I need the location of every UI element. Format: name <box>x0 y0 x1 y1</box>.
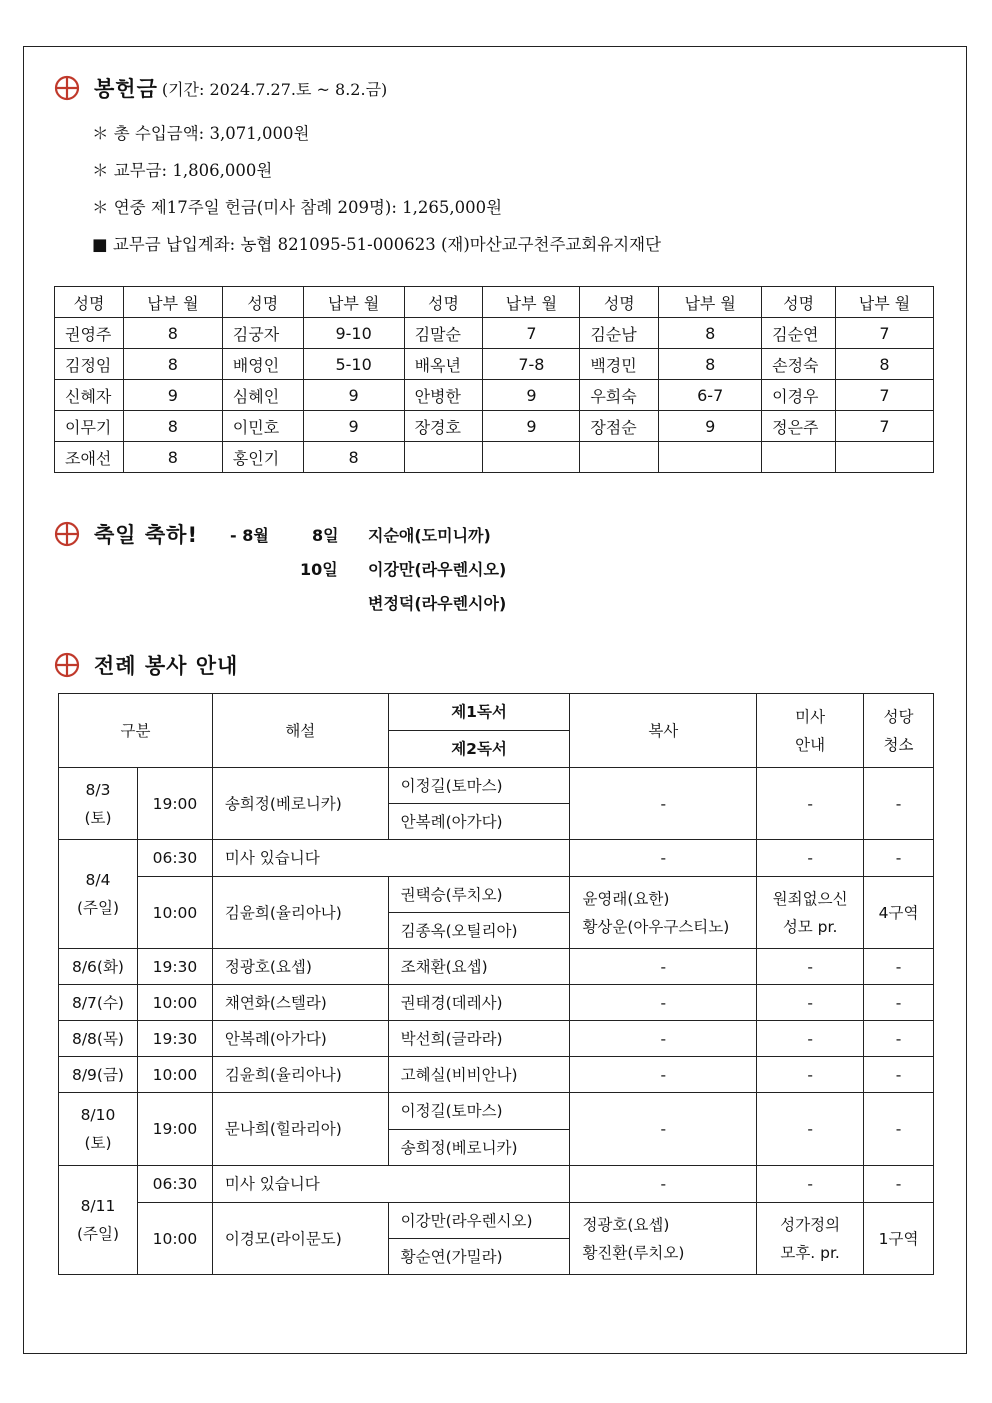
reading2-cell: 김종옥(오틸리아) <box>388 913 570 949</box>
header-cell: 납부 월 <box>483 287 580 318</box>
summary-line: ■ 교무금 납입계좌: 농협 821095-51-000623 (재)마산교구천주교회유지재단 <box>92 235 662 254</box>
cleaning-cell: - <box>864 1057 934 1093</box>
name-cell: 정은주 <box>762 411 836 442</box>
header-cell: 성명 <box>404 287 483 318</box>
header-cleaning <box>864 694 934 768</box>
name-cell: 안병한 <box>404 380 483 411</box>
date-cell: 8/9(금) <box>59 1057 138 1093</box>
cleaning-cell: 4구역 <box>864 877 934 949</box>
feast-name: 변정덕(라우렌시아) <box>368 594 507 613</box>
offering-summary <box>92 120 661 268</box>
cleaning-cell: - <box>864 1021 934 1057</box>
day-text: (주일) <box>76 899 119 917</box>
table-row <box>59 1021 934 1057</box>
cleaning-cell: - <box>864 985 934 1021</box>
time-cell: 19:30 <box>137 949 212 985</box>
cross-circle-icon <box>54 75 80 101</box>
month-cell: 9 <box>659 411 762 442</box>
feast-name: 이강만(라우렌시오) <box>368 560 507 579</box>
feast-day: 8일 <box>312 526 339 545</box>
commentator-cell: 김윤희(율리아나) <box>212 1057 388 1093</box>
usher-cell: - <box>757 985 864 1021</box>
header-server: 복사 <box>570 694 757 768</box>
server-cell <box>570 877 757 949</box>
usher-line: 성모 pr. <box>782 917 838 936</box>
server-cell: - <box>570 985 757 1021</box>
cleaning-cell: 1구역 <box>864 1203 934 1275</box>
name-cell: 김순연 <box>762 318 836 349</box>
month-cell: 9 <box>303 411 404 442</box>
reading1-cell: 이정길(토마스) <box>388 1093 570 1130</box>
name-cell: 김정임 <box>55 349 124 380</box>
time-cell: 06:30 <box>137 840 212 877</box>
usher-cell: - <box>757 768 864 840</box>
server-cell: - <box>570 1093 757 1166</box>
month-cell: 9 <box>483 411 580 442</box>
name-cell: 김궁자 <box>222 318 303 349</box>
cross-circle-icon <box>54 521 80 547</box>
commentator-cell: 정광호(요셉) <box>212 949 388 985</box>
cleaning-cell: - <box>864 1166 934 1203</box>
time-cell: 19:00 <box>137 1093 212 1166</box>
header-usher-line: 미사 <box>795 707 826 726</box>
usher-cell: - <box>757 840 864 877</box>
server-cell <box>570 1203 757 1275</box>
name-cell: 손정숙 <box>762 349 836 380</box>
usher-line: 모후. pr. <box>780 1243 840 1262</box>
date-text: 8/11 <box>80 1197 116 1215</box>
name-cell: 김말순 <box>404 318 483 349</box>
reading1-cell: 이정길(토마스) <box>388 768 570 804</box>
month-cell: 8 <box>123 349 222 380</box>
server-cell: - <box>570 1057 757 1093</box>
reading1-cell: 고혜실(비비안나) <box>388 1057 570 1093</box>
date-text: 8/3 <box>85 780 111 799</box>
table-row <box>59 768 934 804</box>
table-header-row <box>55 287 934 318</box>
header-cleaning-line: 성당 <box>883 707 914 726</box>
name-cell: 권영주 <box>55 318 124 349</box>
usher-cell: - <box>757 1021 864 1057</box>
time-cell: 10:00 <box>137 985 212 1021</box>
usher-line: 성가정의 <box>780 1215 841 1234</box>
usher-line: 원죄없으신 <box>772 889 848 908</box>
name-cell: 이무기 <box>55 411 124 442</box>
server-cell: - <box>570 949 757 985</box>
month-cell: 9 <box>483 380 580 411</box>
server-name: 황진환(루치오) <box>582 1243 685 1262</box>
header-cell: 성명 <box>580 287 659 318</box>
server-cell: - <box>570 768 757 840</box>
month-cell: 6-7 <box>659 380 762 411</box>
month-cell <box>659 442 762 473</box>
day-text: (토) <box>84 808 112 827</box>
name-cell: 배영인 <box>222 349 303 380</box>
server-name: 정광호(요셉) <box>582 1215 670 1234</box>
cleaning-cell: - <box>864 840 934 877</box>
header-cell: 납부 월 <box>123 287 222 318</box>
month-cell: 8 <box>303 442 404 473</box>
table-row <box>55 349 934 380</box>
server-cell: - <box>570 1021 757 1057</box>
table-row <box>55 318 934 349</box>
cleaning-cell: - <box>864 768 934 840</box>
table-row <box>55 380 934 411</box>
time-cell: 06:30 <box>137 1166 212 1203</box>
date-cell <box>59 1166 138 1275</box>
usher-cell: - <box>757 1093 864 1166</box>
day-text: (주일) <box>76 1225 119 1243</box>
server-cell: - <box>570 1166 757 1203</box>
reading2-cell: 송희정(베로니카) <box>388 1130 570 1166</box>
cleaning-cell: - <box>864 1093 934 1166</box>
commentator-cell: 안복례(아가다) <box>212 1021 388 1057</box>
date-cell <box>59 1093 138 1166</box>
reading1-cell: 조채환(요셉) <box>388 949 570 985</box>
commentator-cell: 송희정(베로니카) <box>212 768 388 840</box>
date-cell: 8/8(목) <box>59 1021 138 1057</box>
month-cell: 8 <box>123 442 222 473</box>
time-cell: 10:00 <box>137 877 212 949</box>
month-cell: 7 <box>836 318 934 349</box>
summary-line: ＊ 교무금: 1,806,000원 <box>92 161 273 180</box>
name-cell: 우희숙 <box>580 380 659 411</box>
date-text: 8/4 <box>85 871 111 889</box>
name-cell: 이경우 <box>762 380 836 411</box>
header-cell: 납부 월 <box>303 287 404 318</box>
month-cell: 7 <box>483 318 580 349</box>
table-row <box>55 411 934 442</box>
month-cell: 7 <box>836 411 934 442</box>
name-cell <box>762 442 836 473</box>
table-row <box>59 840 934 877</box>
table-row <box>55 442 934 473</box>
service-title: 전례 봉사 안내 <box>94 654 239 678</box>
server-name: 황상운(아우구스티노) <box>582 917 730 936</box>
usher-cell: - <box>757 949 864 985</box>
header-cleaning-line: 청소 <box>883 735 914 754</box>
header-usher <box>757 694 864 768</box>
month-cell: 8 <box>123 318 222 349</box>
table-row <box>59 985 934 1021</box>
name-cell: 신혜자 <box>55 380 124 411</box>
header-reading2: 제2독서 <box>388 731 570 768</box>
header-commentary: 해설 <box>212 694 388 768</box>
offering-title: 봉헌금 <box>94 77 158 101</box>
table-header-row <box>59 694 934 731</box>
reading2-cell: 황순연(가밀라) <box>388 1239 570 1275</box>
summary-line: ＊ 총 수입금액: 3,071,000원 <box>92 124 310 143</box>
name-cell: 장점순 <box>580 411 659 442</box>
header-reading1: 제1독서 <box>388 694 570 731</box>
offering-period: (기간: 2024.7.27.토 ~ 8.2.금) <box>161 79 388 99</box>
table-row <box>59 949 934 985</box>
cleaning-cell: - <box>864 949 934 985</box>
no-mass-cell: 미사 있습니다 <box>212 1166 570 1203</box>
table-row <box>59 1057 934 1093</box>
time-cell: 19:00 <box>137 768 212 840</box>
month-cell: 8 <box>123 411 222 442</box>
reading1-cell: 권태경(데레사) <box>388 985 570 1021</box>
server-cell: - <box>570 840 757 877</box>
date-cell <box>59 840 138 949</box>
offering-heading <box>54 73 387 103</box>
date-cell: 8/7(수) <box>59 985 138 1021</box>
summary-line: ＊ 연중 제17주일 헌금(미사 참례 209명): 1,265,000원 <box>92 198 503 217</box>
feast-heading <box>54 519 198 549</box>
date-text: 8/10 <box>80 1106 116 1124</box>
month-cell <box>836 442 934 473</box>
service-heading <box>54 650 238 680</box>
month-cell: 7 <box>836 380 934 411</box>
service-table <box>58 693 934 1275</box>
reading2-cell: 안복례(아가다) <box>388 804 570 840</box>
month-cell: 9 <box>303 380 404 411</box>
name-cell: 조애선 <box>55 442 124 473</box>
month-cell: 5-10 <box>303 349 404 380</box>
commentator-cell: 채연화(스텔라) <box>212 985 388 1021</box>
name-cell: 백경민 <box>580 349 659 380</box>
no-mass-cell: 미사 있습니다 <box>212 840 570 877</box>
header-cell: 납부 월 <box>836 287 934 318</box>
commentator-cell: 문나희(힐라리아) <box>212 1093 388 1166</box>
commentator-cell: 이경모(라이문도) <box>212 1203 388 1275</box>
offering-table <box>54 286 934 473</box>
commentator-cell: 김윤희(율리아나) <box>212 877 388 949</box>
table-row <box>59 1166 934 1203</box>
name-cell: 이민호 <box>222 411 303 442</box>
header-cell: 성명 <box>222 287 303 318</box>
table-row <box>59 1093 934 1130</box>
month-cell: 9 <box>123 380 222 411</box>
reading1-cell: 권택승(루치오) <box>388 877 570 913</box>
day-text: (토) <box>84 1134 112 1152</box>
time-cell: 19:30 <box>137 1021 212 1057</box>
name-cell: 장경호 <box>404 411 483 442</box>
name-cell: 배옥년 <box>404 349 483 380</box>
name-cell: 심혜인 <box>222 380 303 411</box>
header-cell: 성명 <box>55 287 124 318</box>
feast-day: 10일 <box>300 560 338 579</box>
usher-cell: - <box>757 1057 864 1093</box>
time-cell: 10:00 <box>137 1057 212 1093</box>
month-cell: 8 <box>836 349 934 380</box>
header-cell: 납부 월 <box>659 287 762 318</box>
header-division: 구분 <box>59 694 213 768</box>
month-cell: 9-10 <box>303 318 404 349</box>
table-row <box>59 877 934 913</box>
feast-name: 지순애(도미니까) <box>368 526 491 545</box>
feast-month: - 8월 <box>230 526 269 545</box>
feast-title: 축일 축하! <box>94 523 199 547</box>
month-cell: 8 <box>659 349 762 380</box>
name-cell: 김순남 <box>580 318 659 349</box>
header-usher-line: 안내 <box>795 735 826 754</box>
header-cell: 성명 <box>762 287 836 318</box>
month-cell <box>483 442 580 473</box>
month-cell: 8 <box>659 318 762 349</box>
usher-cell <box>757 1203 864 1275</box>
reading1-cell: 박선희(글라라) <box>388 1021 570 1057</box>
reading1-cell: 이강만(라우렌시오) <box>388 1203 570 1239</box>
usher-cell <box>757 877 864 949</box>
name-cell: 홍인기 <box>222 442 303 473</box>
cross-circle-icon <box>54 652 80 678</box>
table-row <box>59 1203 934 1239</box>
usher-cell: - <box>757 1166 864 1203</box>
name-cell <box>580 442 659 473</box>
date-cell <box>59 768 138 840</box>
date-cell: 8/6(화) <box>59 949 138 985</box>
month-cell: 7-8 <box>483 349 580 380</box>
time-cell: 10:00 <box>137 1203 212 1275</box>
name-cell <box>404 442 483 473</box>
server-name: 윤영래(요한) <box>582 889 670 908</box>
